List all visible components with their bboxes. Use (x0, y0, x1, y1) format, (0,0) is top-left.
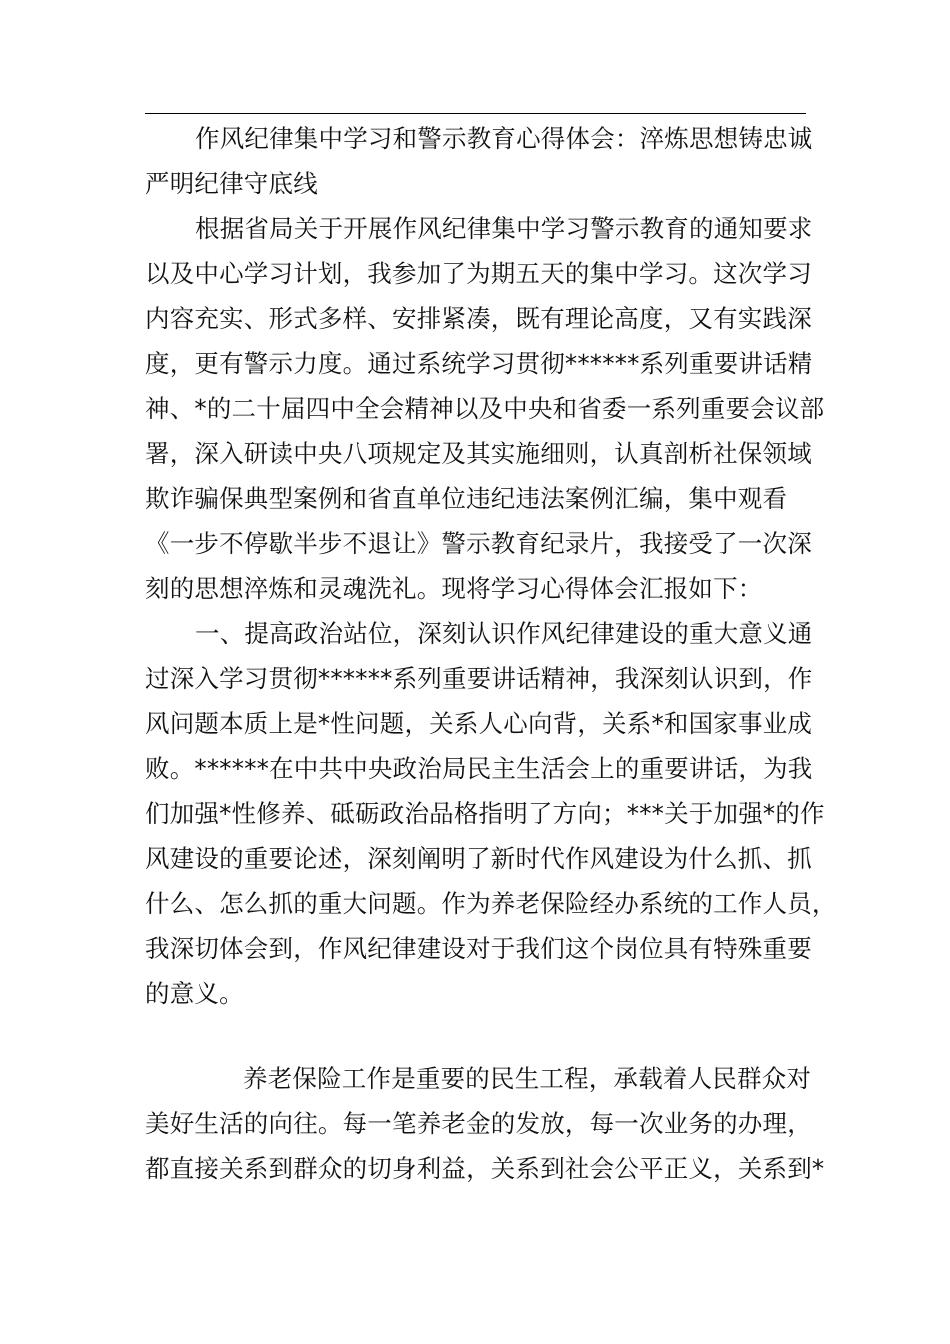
paragraph-2-line: 们加强*性修养、砥砺政治品格指明了方向；***关于加强*的作 (145, 799, 825, 828)
paragraph-2-line: 我深切体会到，作风纪律建设对于我们这个岗位具有特殊重要 (145, 934, 812, 963)
paragraph-1-line: 署，深入研读中央八项规定及其实施细则，认真剖析社保领域 (145, 439, 812, 468)
header-rule (145, 113, 806, 114)
paragraph-1-line: 神、*的二十届四中全会精神以及中央和省委一系列重要会议部 (145, 394, 825, 423)
paragraph-2-line: 败。******在中共中央政治局民主生活会上的重要讲话，为我 (145, 754, 813, 783)
paragraph-1-line: 根据省局关于开展作风纪律集中学习警示教育的通知要求 (195, 214, 813, 243)
paragraph-3-line: 养老保险工作是重要的民生工程，承载着人民群众对 (243, 1064, 812, 1093)
paragraph-1-line: 以及中心学习计划，我参加了为期五天的集中学习。这次学习 (145, 259, 812, 288)
paragraph-3-line: 美好生活的向往。每一笔养老金的发放，每一次业务的办理， (145, 1109, 812, 1138)
paragraph-2-line: 什么、怎么抓的重大问题。作为养老保险经办系统的工作人员， (145, 889, 837, 918)
paragraph-3-line: 都直接关系到群众的切身利益，关系到社会公平正义，关系到* (145, 1154, 825, 1183)
title-line-1: 作风纪律集中学习和警示教育心得体会：淬炼思想铸忠诚 (195, 124, 813, 153)
paragraph-1-line: 度，更有警示力度。通过系统学习贯彻******系列重要讲话精 (145, 349, 813, 378)
paragraph-2-line: 过深入学习贯彻******系列重要讲话精神，我深刻认识到，作 (145, 664, 813, 693)
paragraph-1-line: 刻的思想淬炼和灵魂洗礼。现将学习心得体会汇报如下： (145, 574, 763, 603)
paragraph-1-line: 内容充实、形式多样、安排紧凑，既有理论高度，又有实践深 (145, 304, 812, 333)
paragraph-2-line: 风问题本质上是*性问题，关系人心向背，关系*和国家事业成 (145, 709, 813, 738)
paragraph-2-line: 风建设的重要论述，深刻阐明了新时代作风建设为什么抓、抓 (145, 844, 812, 873)
paragraph-1-line: 《一步不停歇半步不退让》警示教育纪录片，我接受了一次深 (145, 529, 812, 558)
paragraph-2-line: 一、提高政治站位，深刻认识作风纪律建设的重大意义通 (195, 619, 813, 648)
paragraph-2-line: 的意义。 (145, 979, 244, 1008)
title-line-2: 严明纪律守底线 (145, 169, 318, 198)
paragraph-1-line: 欺诈骗保典型案例和省直单位违纪违法案例汇编，集中观看 (145, 484, 788, 513)
